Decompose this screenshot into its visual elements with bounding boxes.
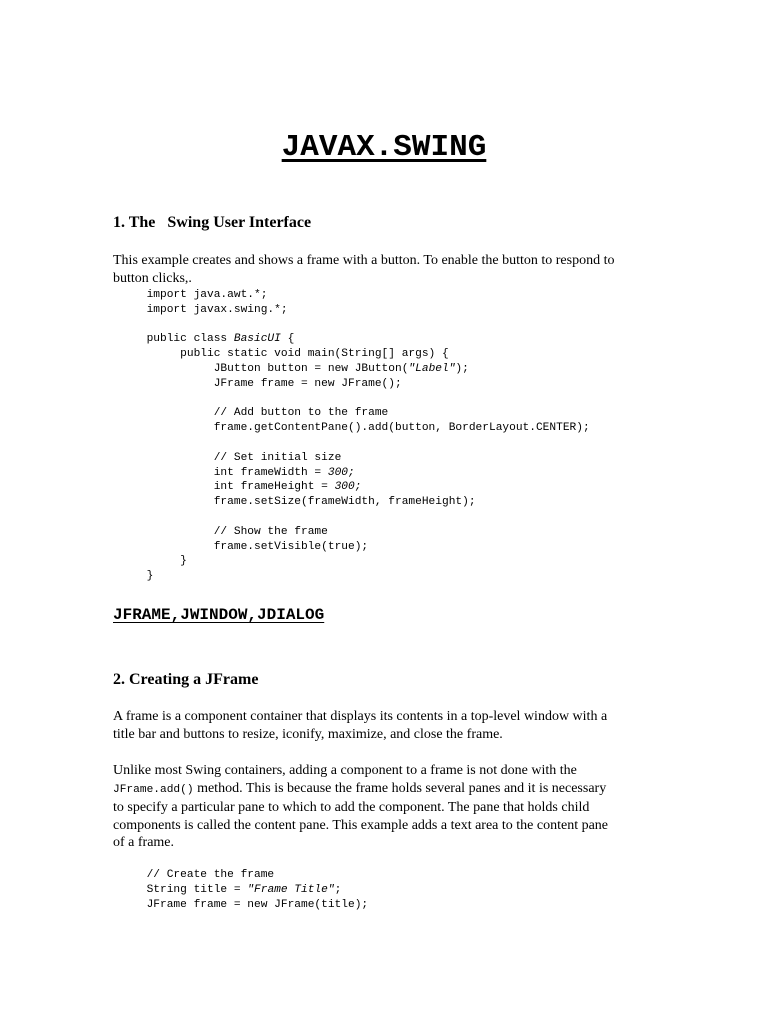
section-1-intro: [113, 252, 658, 287]
code-block-basic-ui: [113, 288, 590, 584]
code-line: JFrame frame = new JFrame();: [213, 377, 402, 390]
code-comment: // Add button to the frame: [213, 407, 389, 420]
code-comment: // Create the frame: [146, 869, 275, 881]
code-line: frame.setVisible(true);: [213, 540, 369, 553]
paragraph-line: Unlike most Swing containers, adding a component to a frame is not done with the: [113, 763, 577, 778]
code-line: public static void main(String[] args) {: [180, 348, 449, 361]
code-line: }: [146, 570, 154, 583]
section-1-number: 1. The: [113, 214, 156, 231]
paragraph-line: components is called the content pane. This example adds a text area to the content pane: [113, 817, 609, 833]
code-line: import java.awt.*;: [146, 289, 268, 301]
code-block-create-frame: [113, 868, 368, 912]
section-2-heading: 2. Creating a JFrame: [113, 671, 259, 688]
code-line: import javax.swing.*;: [146, 303, 288, 316]
page-title: JAVAX.SWING: [281, 130, 487, 165]
section-title-jframe-jwindow-jdialog: JFRAME,JWINDOW,JDIALOG: [113, 606, 325, 624]
code-comment: // Set initial size: [213, 451, 342, 464]
code-line: String title = "Frame Title";: [146, 883, 342, 896]
code-comment: // Show the frame: [213, 525, 328, 538]
section-2-paragraph-2: [113, 762, 658, 852]
paragraph-line: to specify a particular pane to which to add the component. The pane that holds child: [113, 800, 590, 815]
section-1-heading: [113, 213, 311, 233]
paragraph-line: of a frame.: [113, 835, 175, 850]
section-2-paragraph-1: [113, 708, 658, 743]
intro-line: This example creates and shows a frame with a button. To enable the button to respond to: [113, 253, 615, 268]
code-line: frame.getContentPane().add(button, BorderLayout.CENTER);: [213, 422, 590, 435]
paragraph-line: A frame is a component container that displays its contents in a top-level window with a: [113, 709, 608, 724]
paragraph-line: title bar and buttons to resize, iconify, maximize, and close the frame.: [113, 726, 503, 742]
code-line: frame.setSize(frameWidth, frameHeight);: [213, 496, 476, 509]
code-line: public class BasicUI {: [146, 333, 295, 346]
section-1-heading-text: Swing User Interface: [167, 214, 312, 231]
inline-code-jframe-add: JFrame.add(): [113, 783, 194, 796]
code-line: JFrame frame = new JFrame(title);: [146, 898, 369, 911]
code-line: }: [180, 555, 187, 568]
code-line: int frameWidth = 300;: [213, 466, 355, 479]
code-line: JButton button = new JButton("Label");: [213, 362, 469, 375]
intro-line: button clicks,.: [113, 270, 192, 286]
code-line: int frameHeight = 300;: [213, 481, 362, 494]
paragraph-line: JFrame.add() method. This is because the frame holds several panes and it is necessary: [113, 780, 607, 796]
